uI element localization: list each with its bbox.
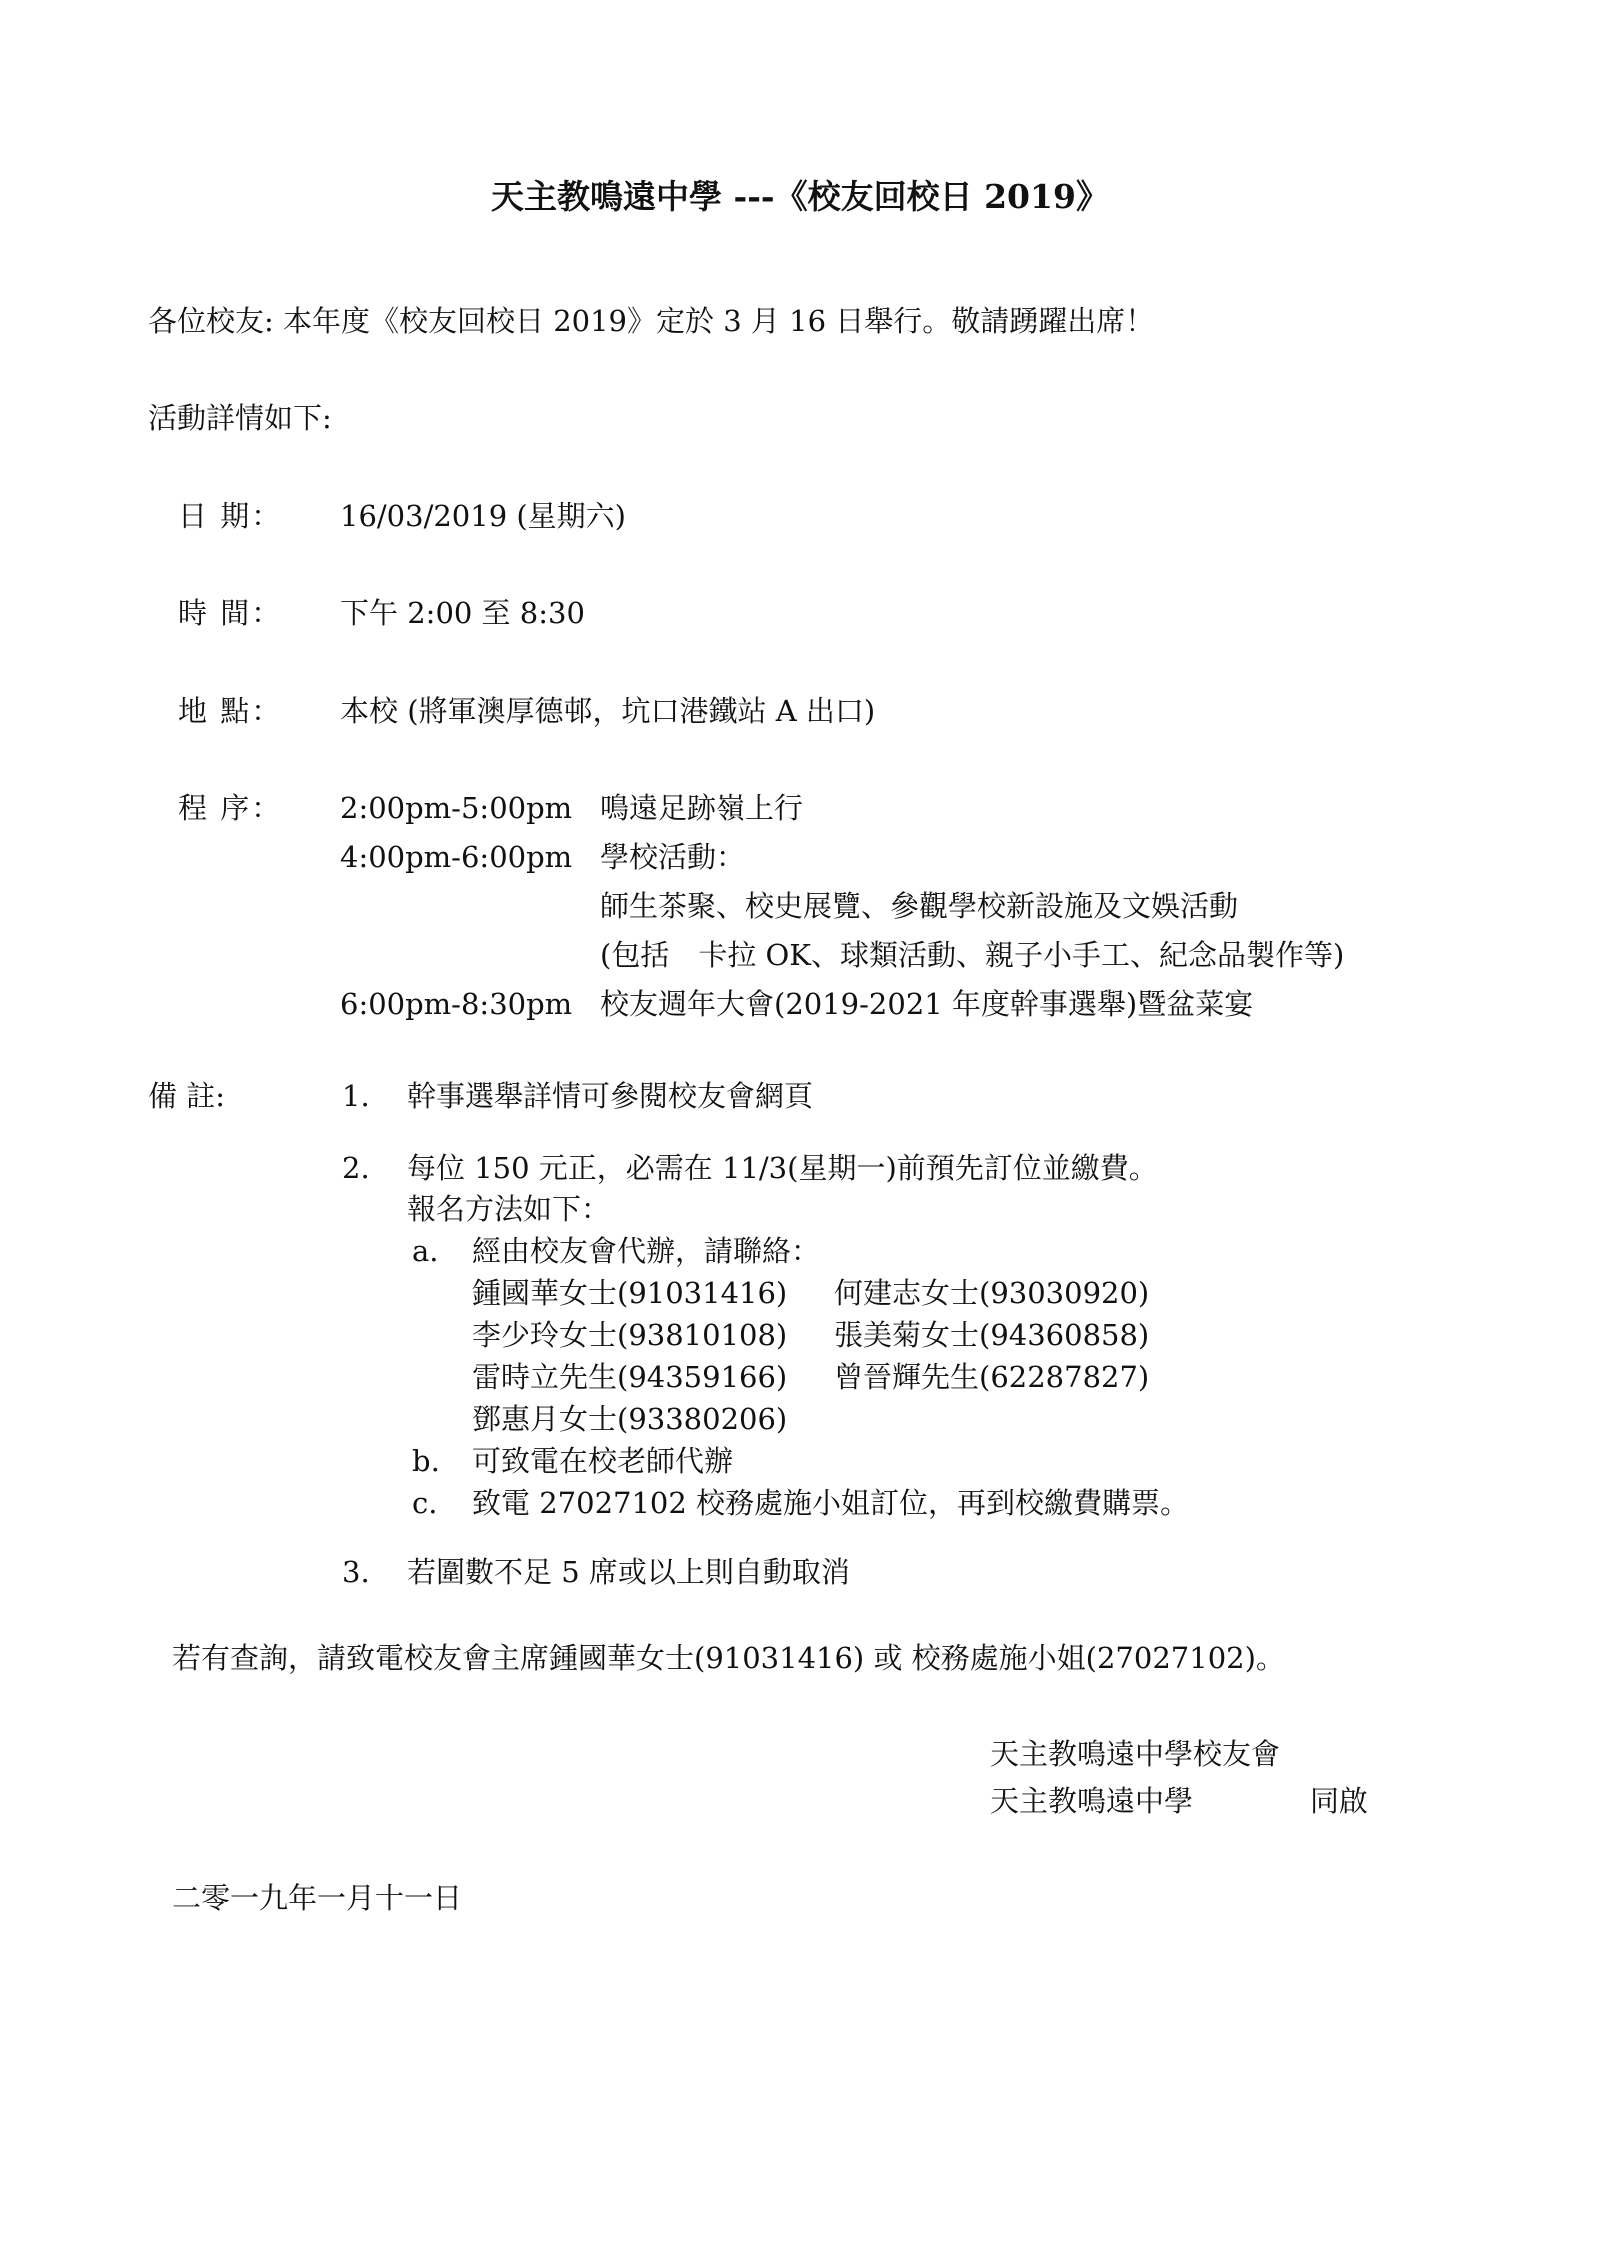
notes-label: 備 註: — [148, 1079, 225, 1113]
issue-date: 二零一九年一月十一日 — [172, 1881, 463, 1915]
contact-entry: 雷時立先生(94359166) — [472, 1360, 788, 1394]
date-label: 日 期： — [178, 499, 283, 533]
programme-time: 6:00pm-8:30pm — [340, 987, 573, 1021]
contact-entry: 曾晉輝先生(62287827) — [834, 1360, 1150, 1394]
note-text: 幹事選舉詳情可參閱校友會網頁 — [407, 1079, 814, 1113]
registration-heading: 報名方法如下： — [407, 1192, 611, 1226]
intro-text: 各位校友: 本年度《校友回校日 2019》定於 3 月 16 日舉行。敬請踴躍出席！ — [148, 304, 1155, 338]
contact-entry: 鍾國華女士(91031416) — [472, 1276, 788, 1310]
programme-activity: 學校活動： — [600, 840, 746, 874]
date-value: 16/03/2019 (星期六) — [340, 499, 626, 533]
programme-time: 2:00pm-5:00pm — [340, 791, 573, 825]
method-letter: c. — [412, 1486, 438, 1520]
contact-entry: 鄧惠月女士(93380206) — [472, 1402, 788, 1436]
method-text: 可致電在校老師代辦 — [472, 1444, 734, 1478]
contact-entry: 何建志女士(93030920) — [834, 1276, 1150, 1310]
note-number: 2. — [342, 1151, 370, 1185]
details-heading: 活動詳情如下: — [148, 401, 332, 435]
note-number: 3. — [342, 1555, 370, 1589]
signature-closing: 同啟 — [1310, 1784, 1369, 1818]
method-text: 致電 27027102 校務處施小姐訂位，再到校繳費購票。 — [472, 1486, 1190, 1520]
time-value: 下午 2:00 至 8:30 — [340, 596, 585, 630]
contact-entry: 李少玲女士(93810108) — [472, 1318, 788, 1352]
programme-activity: 鳴遠足跡嶺上行 — [600, 791, 804, 825]
signature-alumni-association: 天主教鳴遠中學校友會 — [990, 1737, 1281, 1771]
page-title: 天主教鳴遠中學 ---《校友回校日 2019》 — [491, 177, 1109, 216]
method-letter: b. — [412, 1444, 440, 1478]
programme-label: 程 序： — [178, 791, 283, 825]
time-label: 時 間： — [178, 596, 283, 630]
note-text: 每位 150 元正，必需在 11/3(星期一)前預先訂位並繳費。 — [407, 1151, 1158, 1185]
enquiry-text: 若有查詢，請致電校友會主席鍾國華女士(91031416) 或 校務處施小姐(27027102)。 — [172, 1641, 1285, 1675]
signature-school: 天主教鳴遠中學 — [990, 1784, 1194, 1818]
venue-label: 地 點： — [178, 694, 283, 728]
programme-time: 4:00pm-6:00pm — [340, 840, 573, 874]
programme-activity: 師生茶聚、校史展覽、參觀學校新設施及文娛活動 — [600, 889, 1239, 923]
method-text: 經由校友會代辦，請聯絡： — [472, 1234, 821, 1268]
method-letter: a. — [412, 1234, 439, 1268]
note-number: 1. — [342, 1079, 370, 1113]
note-text: 若圍數不足 5 席或以上則自動取消 — [407, 1555, 850, 1589]
venue-value: 本校 (將軍澳厚德邨，坑口港鐵站 A 出口) — [340, 694, 876, 728]
programme-activity: 校友週年大會(2019-2021 年度幹事選舉)暨盆菜宴 — [600, 987, 1254, 1021]
programme-activity: (包括 卡拉 OK、球類活動、親子小手工、紀念品製作等) — [600, 938, 1345, 972]
contact-entry: 張美菊女士(94360858) — [834, 1318, 1150, 1352]
